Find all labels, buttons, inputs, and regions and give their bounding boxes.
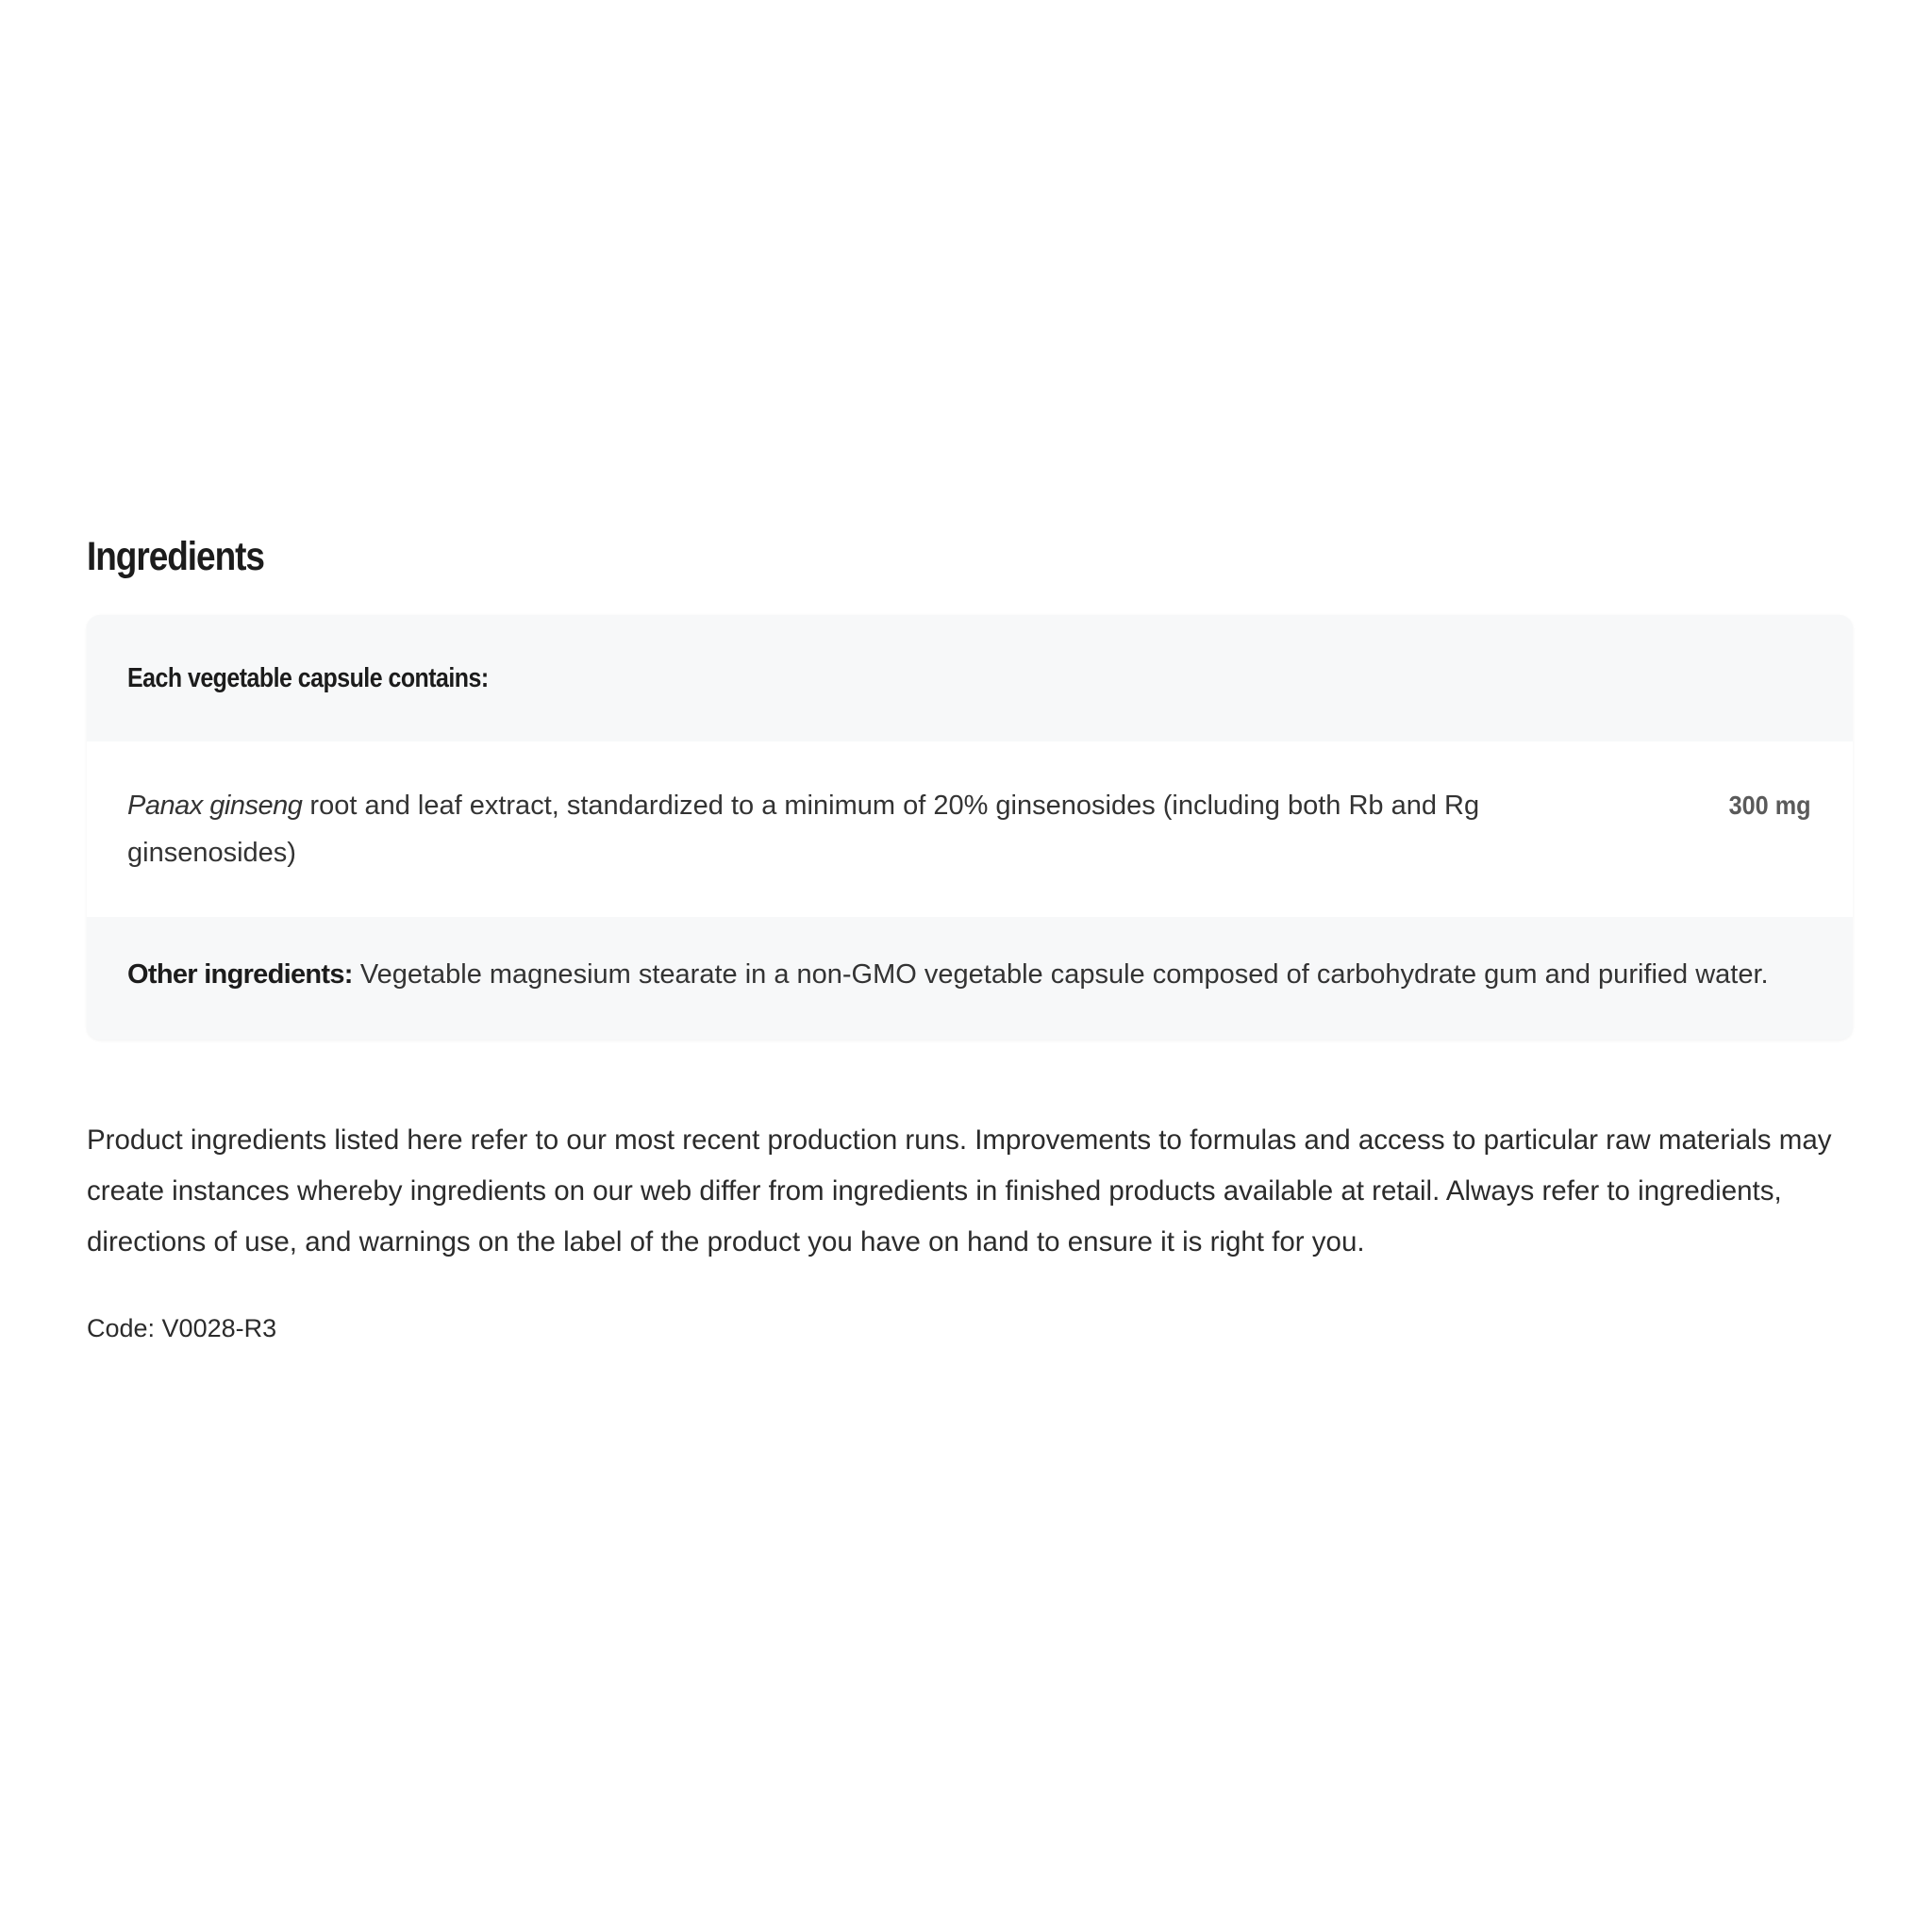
other-ingredients-row — [87, 917, 1853, 1040]
card-header — [87, 615, 1853, 741]
product-code: Code: V0028-R3 — [87, 1314, 277, 1342]
capsule-contents-label: Each vegetable capsule contains: — [127, 662, 489, 693]
ingredient-description — [127, 741, 1599, 876]
ingredient-description-text: root and leaf extract, standardized to a minimum of 20% ginsenosides (including both Rb and Rg ginsenosides) — [127, 791, 1480, 868]
ingredients-disclaimer: Product ingredients listed here refer to our most recent production runs. Improvements to formulas and access to particular raw materials may create instances whereby ingredients on our web differ from ingredients in finished products available at retail. Always refer to ingredients, directions of use, and warnings on the label of the product you have on hand to ensure it is right for you. — [87, 1124, 1832, 1257]
ingredient-row — [87, 741, 1853, 917]
other-ingredients-label: Other ingredients: — [127, 959, 353, 990]
ingredient-amount: 300 mg — [1728, 791, 1810, 820]
ingredient-latin-name: Panax ginseng — [127, 791, 303, 821]
ingredients-card — [87, 615, 1853, 1040]
ingredients-section — [87, 528, 1853, 1347]
other-ingredients-text: Vegetable magnesium stearate in a non-GMO vegetable capsule composed of carbohydrate gum and purified water. — [352, 959, 1769, 990]
section-title: Ingredients — [87, 534, 264, 579]
